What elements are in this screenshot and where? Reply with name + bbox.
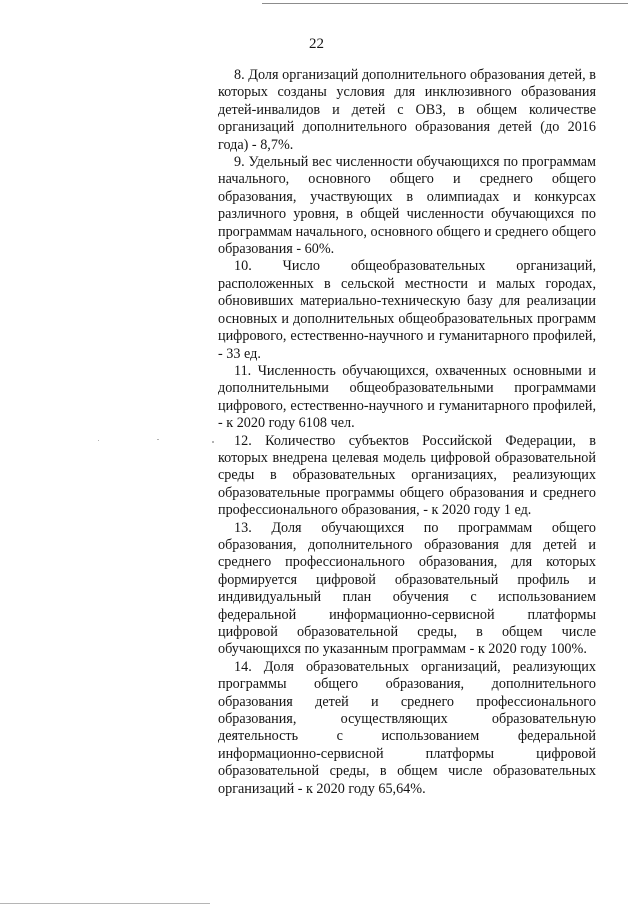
list-item: 14. Доля образовательных организаций, реализующих программы общего образования, дополнительного образования детей и среднего профессионального образования, осуществляющих образовательную деятельность с использованием федеральной информационно-сервисной платформы цифровой образовательной среды, в общем числе образовательных организаций - к 2020 году 65,64%. bbox=[218, 658, 596, 797]
list-item: 10. Число общеобразовательных организаций, расположенных в сельской местности и малых городах, обновивших материально-техническую базу для реализации основных и дополнительных общеобразовательных программ цифрового, естественно-научного и гуманитарного профилей, - 33 ед. bbox=[218, 258, 596, 362]
scan-speck bbox=[212, 441, 214, 443]
page-number: 22 bbox=[309, 36, 324, 52]
scan-speck bbox=[98, 440, 99, 441]
list-item: 11. Численность обучающихся, охваченных основными и дополнительными общеобразовательными программами цифрового, естественно-научного и гуманитарного профилей, - к 2020 году 6108 чел. bbox=[218, 362, 596, 432]
list-item: 9. Удельный вес численности обучающихся по программам начального, основного общего и среднего общего образования, участвующих в олимпиадах и конкурсах различного уровня, в общей численности обучающихся по программам начального, основного общего и среднего общего образования - 60%. bbox=[218, 154, 596, 258]
list-item: 12. Количество субъектов Российской Федерации, в которых внедрена целевая модель цифровой образовательной среды в образовательных организациях, реализующих образовательные программы общего образования и среднего профессионального образования, - к 2020 году 1 ед. bbox=[218, 432, 596, 519]
document-body bbox=[218, 67, 596, 798]
list-item: 13. Доля обучающихся по программам общего образования, дополнительного образования для детей и среднего профессионального образования, для которых формируется цифровой образовательный профиль и индивидуальный план обучения с использованием федеральной информационно-сервисной платформы цифровой образовательной среды, в общем числе обучающихся по указанным программам - к 2020 году 100%. bbox=[218, 519, 596, 658]
top-divider bbox=[262, 3, 628, 4]
scan-speck bbox=[157, 439, 159, 440]
bottom-divider bbox=[0, 903, 210, 904]
list-item: 8. Доля организаций дополнительного образования детей, в которых созданы условия для инклюзивного образования детей-инвалидов и детей с ОВЗ, в общем количестве организаций дополнительного образования детей (до 2016 года) - 8,7%. bbox=[218, 67, 596, 153]
